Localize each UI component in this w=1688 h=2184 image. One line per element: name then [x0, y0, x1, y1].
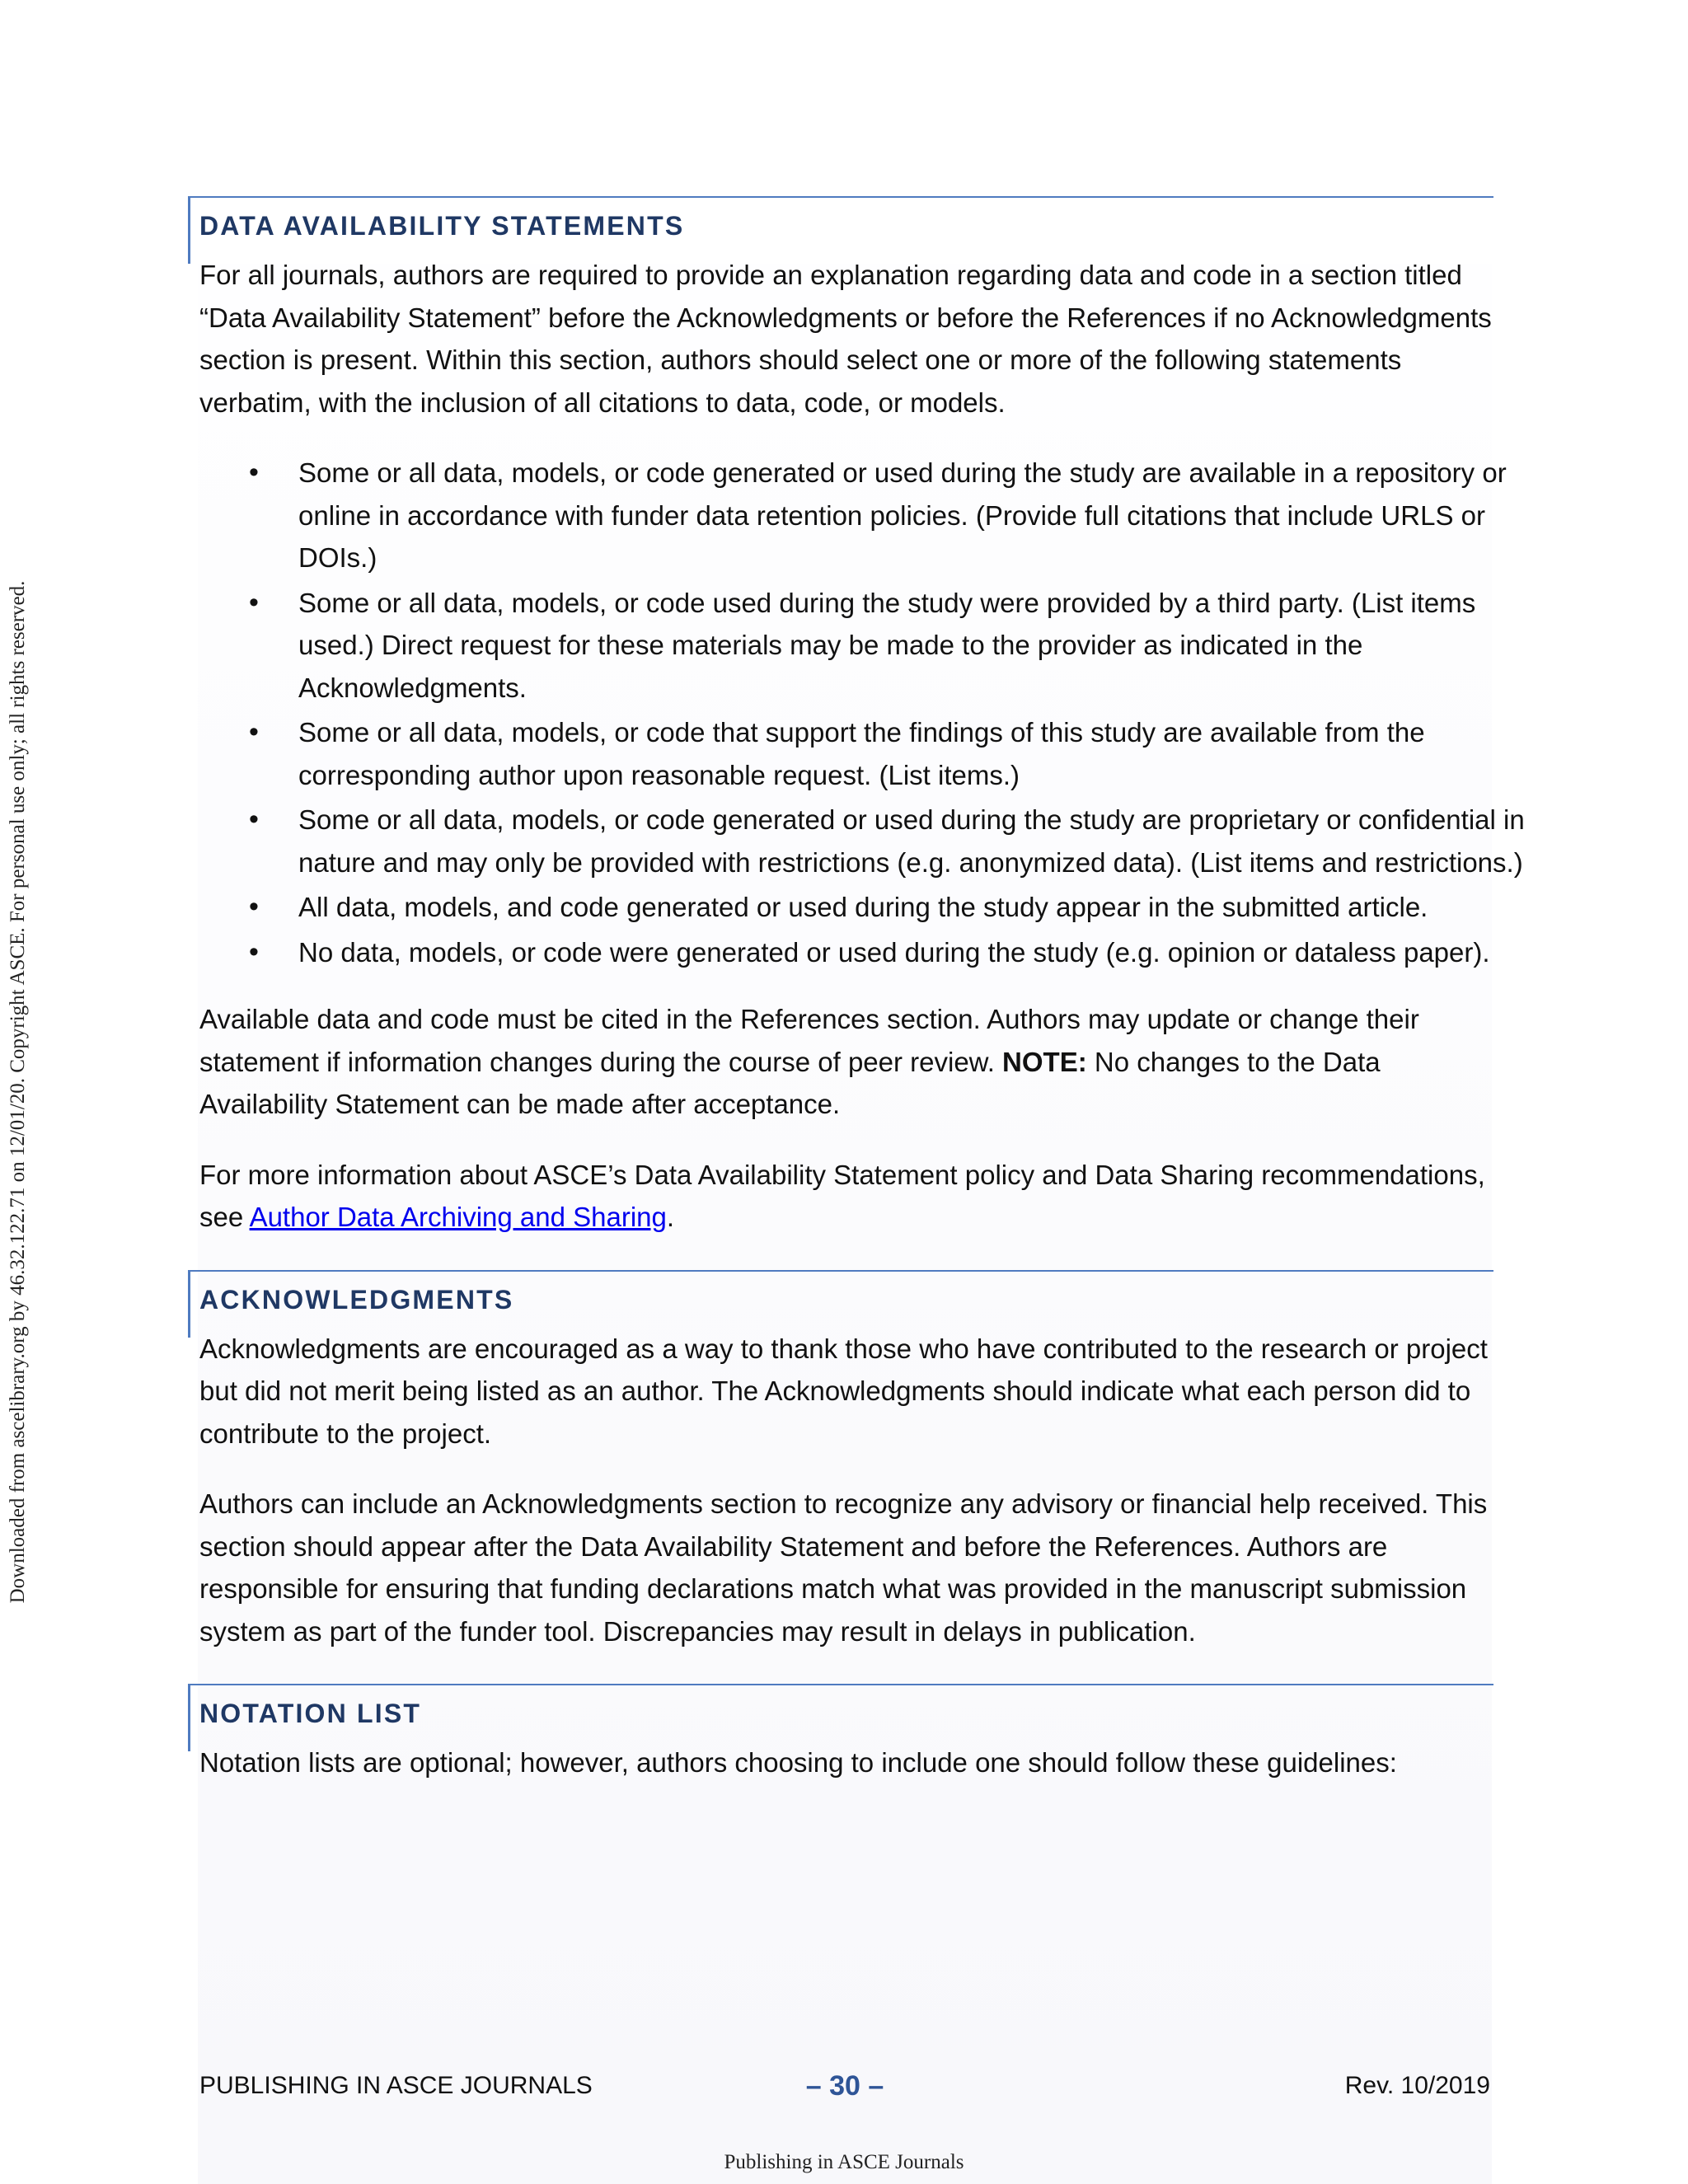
document-body — [188, 196, 1525, 1784]
intro-paragraph: For all journals, authors are required to provide an explanation regarding data and code in a section titled “Data Availability Statement” before the Acknowledgments or before the References if no Acknowledgments section is present. Within this section, authors should select one or more of the following statements verbatim, with the inclusion of all citations to data, code, or models. — [199, 260, 1492, 418]
page-number: – 30 – — [805, 2070, 884, 2102]
bullet-icon: • — [249, 457, 259, 488]
list-item — [199, 931, 1535, 974]
bullet-icon: • — [249, 586, 259, 618]
list-item — [199, 799, 1535, 883]
list-item — [199, 582, 1535, 710]
bottom-caption: Publishing in ASCE Journals — [724, 2151, 964, 2173]
citation-text-a: Available data and code must be cited in the References section. Authors may update or change their statement if information changes during the course of peer review. — [199, 1004, 1419, 1077]
footer-revision: Rev. 10/2019 — [1344, 2072, 1490, 2099]
section-notation-list — [188, 1684, 1493, 1784]
section-data-availability — [188, 196, 1525, 1239]
citation-paragraph — [199, 998, 1510, 1126]
list-item-text: Some or all data, models, or code that support the findings of this study are available from the corresponding author upon reasonable request. (List items.) — [298, 717, 1425, 790]
bullet-icon: • — [249, 716, 259, 748]
author-data-archiving-link[interactable]: Author Data Archiving and Sharing — [249, 1202, 667, 1232]
section-title: DATA AVAILABILITY STATEMENTS — [199, 211, 685, 241]
list-item — [199, 711, 1535, 796]
side-watermark: Downloaded from ascelibrary.org by 46.32.122.71 on 12/01/20. Copyright ASCE. For personal use only; all rights reserved. — [7, 580, 29, 1604]
bullet-icon: • — [249, 891, 259, 922]
list-item — [199, 452, 1535, 579]
citation-text-b: No changes to the Data Availability Statement can be made after acceptance. — [199, 1046, 1381, 1119]
bullet-icon: • — [249, 935, 259, 968]
bullet-icon: • — [249, 804, 259, 835]
section-title: NOTATION LIST — [199, 1699, 422, 1728]
more-info-text: For more information about ASCE’s Data Availability Statement policy and Data Sharing recommendations, see — [199, 1159, 1485, 1232]
list-item-text: Some or all data, models, or code generated or used during the study are available in a repository or online in accordance with funder data retention policies. (Provide full citations that include URLS or DOIs.) — [298, 457, 1507, 573]
footer-journal-title: PUBLISHING IN ASCE JOURNALS — [199, 2072, 593, 2099]
list-item — [199, 886, 1535, 929]
section-header — [188, 196, 1493, 251]
list-item-text: Some or all data, models, or code generated or used during the study are proprietary or confidential in nature and may only be provided with restrictions (e.g. anonymized data). (List items and restrictions.) — [298, 804, 1525, 878]
acknowledgments-paragraph-1: Acknowledgments are encouraged as a way to thank those who have contributed to the research or project but did not merit being listed as an author. The Acknowledgments should indicate what each person did to contribute to the project. — [199, 1333, 1488, 1449]
section-header — [188, 1270, 1493, 1324]
more-info-period: . — [666, 1202, 675, 1232]
section-acknowledgments — [188, 1270, 1493, 1653]
list-item-text: All data, models, and code generated or used during the study appear in the submitted article. — [298, 892, 1428, 922]
more-info-paragraph — [199, 1154, 1510, 1239]
notation-paragraph: Notation lists are optional; however, authors choosing to include one should follow these guidelines: — [199, 1747, 1397, 1778]
note-label: NOTE: — [1002, 1046, 1087, 1077]
section-title: ACKNOWLEDGMENTS — [199, 1284, 514, 1315]
list-item-text: No data, models, or code were generated or used during the study (e.g. opinion or dataless paper). — [298, 936, 1490, 968]
list-item-text: Some or all data, models, or code used during the study were provided by a third party. (List items used.) Direct request for these materials may be made to the provider as indicated in the Acknowledgments. — [298, 587, 1476, 703]
section-header — [188, 1684, 1493, 1738]
statement-list — [199, 452, 1525, 973]
page-footer — [199, 2065, 1490, 2107]
acknowledgments-paragraph-2: Authors can include an Acknowledgments section to recognize any advisory or financial help received. This section should appear after the Data Availability Statement and before the References. Authors are responsible for ensuring that funding declarations match what was provided in the manuscript submission system as part of the funder tool. Discrepancies may result in delays in publication. — [199, 1488, 1488, 1647]
